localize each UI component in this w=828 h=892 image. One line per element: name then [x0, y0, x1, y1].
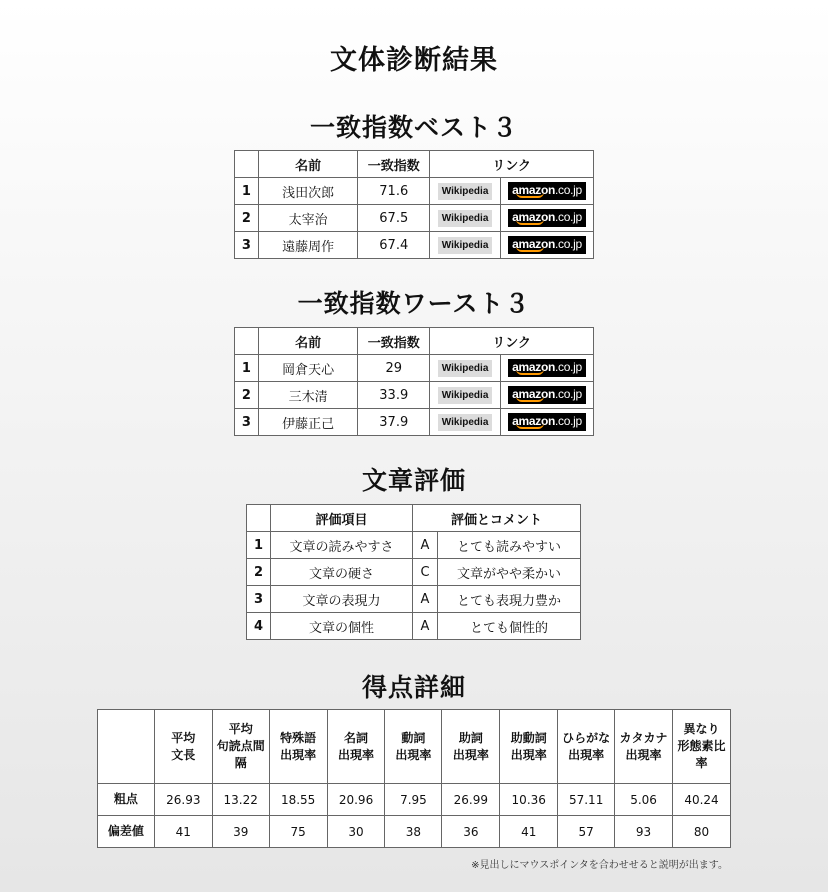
- details-value: 36: [442, 816, 500, 848]
- match-score: 67.5: [358, 205, 430, 232]
- author-name: 遠藤周作: [258, 232, 357, 259]
- evaluation-item: 文章の読みやすさ: [271, 532, 413, 559]
- details-row: [98, 784, 731, 816]
- amazon-cell: [501, 382, 594, 409]
- wikipedia-cell: [430, 205, 501, 232]
- match-score: 67.4: [358, 232, 430, 259]
- wikipedia-link[interactable]: Wikipedia: [438, 414, 493, 431]
- amazon-smile-icon: [516, 369, 544, 375]
- details-value: 10.36: [500, 784, 558, 816]
- header-line: 出現率: [510, 747, 547, 762]
- header-line: カタカナ: [619, 730, 668, 745]
- header-score[interactable]: 一致指数: [358, 328, 430, 355]
- ranking-row: [235, 205, 594, 232]
- amazon-link[interactable]: [508, 359, 586, 377]
- evaluation-table: [246, 504, 581, 640]
- header-line: 出現率: [452, 747, 489, 762]
- ranking-row: [235, 382, 594, 409]
- best-heading: 一致指数ベスト３: [309, 113, 518, 142]
- details-row-label: 粗点: [98, 784, 155, 816]
- details-column-header[interactable]: [615, 710, 673, 784]
- details-value: 75: [269, 816, 327, 848]
- wikipedia-cell: [430, 178, 501, 205]
- author-name: 三木清: [258, 382, 357, 409]
- rank-number: 2: [235, 382, 259, 409]
- header-line: 句読点間: [216, 739, 265, 753]
- header-line: 名詞: [344, 730, 369, 745]
- worst-table: [234, 327, 594, 436]
- details-column-header[interactable]: [154, 710, 212, 784]
- header-blank: [98, 710, 155, 784]
- rank-number: 3: [235, 232, 259, 259]
- amazon-smile-icon: [516, 192, 544, 198]
- wikipedia-link[interactable]: Wikipedia: [438, 183, 493, 200]
- evaluation-item: 文章の硬さ: [271, 559, 413, 586]
- evaluation-grade: A: [413, 586, 438, 613]
- amazon-logo-tld: .co.jp: [555, 360, 582, 374]
- header-eval-item[interactable]: 評価項目: [271, 505, 413, 532]
- evaluation-grade: A: [413, 532, 438, 559]
- match-score: 33.9: [358, 382, 430, 409]
- details-column-header[interactable]: [558, 710, 615, 784]
- header-line: 文長: [171, 747, 196, 762]
- amazon-logo-tld: .co.jp: [555, 183, 582, 197]
- header-line: 出現率: [625, 747, 662, 762]
- header-line: 異なり: [683, 722, 720, 736]
- details-header-row: [98, 710, 731, 784]
- details-value: 13.22: [212, 784, 269, 816]
- ranking-row: [235, 355, 594, 382]
- wikipedia-link[interactable]: Wikipedia: [438, 237, 493, 254]
- match-score: 29: [358, 355, 430, 382]
- details-value: 30: [327, 816, 385, 848]
- row-number: 2: [247, 559, 271, 586]
- details-value: 18.55: [269, 784, 327, 816]
- details-value: 26.99: [442, 784, 500, 816]
- amazon-logo-text: amazon: [512, 414, 556, 428]
- header-links: リンク: [430, 151, 594, 178]
- header-line: 出現率: [280, 747, 317, 762]
- details-table: [97, 709, 731, 848]
- details-value: 57: [558, 816, 615, 848]
- row-number: 1: [247, 532, 271, 559]
- author-name: 太宰治: [258, 205, 357, 232]
- worst-heading: 一致指数ワースト３: [297, 289, 531, 318]
- details-value: 57.11: [558, 784, 615, 816]
- author-name: 岡倉天心: [258, 355, 357, 382]
- amazon-cell: [501, 178, 594, 205]
- wikipedia-cell: [430, 382, 501, 409]
- match-score: 37.9: [358, 409, 430, 436]
- match-score: 71.6: [358, 178, 430, 205]
- header-line: 形態素比: [677, 739, 726, 753]
- header-name[interactable]: 名前: [258, 151, 357, 178]
- details-column-header[interactable]: [327, 710, 385, 784]
- details-value: 38: [385, 816, 442, 848]
- amazon-link[interactable]: [508, 236, 586, 254]
- evaluation-comment: とても読みやすい: [438, 532, 581, 559]
- details-value: 7.95: [385, 784, 442, 816]
- header-score[interactable]: 一致指数: [358, 151, 430, 178]
- amazon-logo-tld: .co.jp: [555, 414, 582, 428]
- header-line: 率: [695, 756, 708, 770]
- header-line: 平均: [171, 730, 196, 745]
- details-value: 26.93: [154, 784, 212, 816]
- details-column-header[interactable]: [500, 710, 558, 784]
- wikipedia-link[interactable]: Wikipedia: [438, 210, 493, 227]
- evaluation-row: [247, 586, 581, 613]
- amazon-link[interactable]: [508, 209, 586, 227]
- wikipedia-link[interactable]: Wikipedia: [438, 387, 493, 404]
- evaluation-comment: とても個性的: [438, 613, 581, 640]
- amazon-cell: [501, 409, 594, 436]
- header-line: 出現率: [568, 747, 605, 762]
- rank-number: 1: [235, 178, 259, 205]
- amazon-logo-text: amazon: [512, 183, 556, 197]
- evaluation-grade: C: [413, 559, 438, 586]
- header-line: 出現率: [338, 747, 375, 762]
- header-line: 出現率: [395, 747, 432, 762]
- header-line: 平均: [228, 722, 253, 736]
- details-column-header[interactable]: [442, 710, 500, 784]
- details-column-header[interactable]: [673, 710, 731, 784]
- details-value: 39: [212, 816, 269, 848]
- wikipedia-cell: [430, 232, 501, 259]
- rank-number: 2: [235, 205, 259, 232]
- evaluation-item: 文章の個性: [271, 613, 413, 640]
- header-blank: [235, 151, 259, 178]
- amazon-link[interactable]: [508, 413, 586, 431]
- header-name[interactable]: 名前: [258, 328, 357, 355]
- page-title: 文体診断結果: [330, 45, 498, 76]
- details-value: 41: [500, 816, 558, 848]
- amazon-logo-tld: .co.jp: [555, 210, 582, 224]
- amazon-smile-icon: [516, 396, 544, 402]
- details-column-header[interactable]: [212, 710, 269, 784]
- header-line: 助詞: [458, 730, 483, 745]
- header-line: ひらがな: [562, 730, 611, 745]
- hint-note: ※見出しにマウスポインタを合わせせると説明が出ます。: [471, 860, 728, 871]
- details-value: 20.96: [327, 784, 385, 816]
- details-row-label: 偏差値: [98, 816, 155, 848]
- amazon-smile-icon: [516, 246, 544, 252]
- evaluation-heading: 文章評価: [361, 466, 466, 495]
- amazon-logo-text: amazon: [512, 210, 556, 224]
- amazon-cell: [501, 205, 594, 232]
- row-number: 4: [247, 613, 271, 640]
- amazon-logo-text: amazon: [512, 360, 556, 374]
- details-value: 41: [154, 816, 212, 848]
- evaluation-row: [247, 559, 581, 586]
- author-name: 伊藤正己: [258, 409, 357, 436]
- ranking-row: [235, 232, 594, 259]
- amazon-logo-text: amazon: [512, 237, 556, 251]
- amazon-logo-tld: .co.jp: [555, 387, 582, 401]
- evaluation-comment: とても表現力豊か: [438, 586, 581, 613]
- details-column-header[interactable]: [385, 710, 442, 784]
- header-line: 動詞: [401, 730, 426, 745]
- details-row: [98, 816, 731, 848]
- author-name: 浅田次郎: [258, 178, 357, 205]
- wikipedia-cell: [430, 409, 501, 436]
- details-value: 40.24: [673, 784, 731, 816]
- details-value: 80: [673, 816, 731, 848]
- details-heading: 得点詳細: [361, 673, 466, 702]
- header-eval-comment[interactable]: 評価とコメント: [413, 505, 581, 532]
- details-value: 93: [615, 816, 673, 848]
- ranking-row: [235, 409, 594, 436]
- evaluation-grade: A: [413, 613, 438, 640]
- header-blank: [247, 505, 271, 532]
- evaluation-item: 文章の表現力: [271, 586, 413, 613]
- header-line: 助動詞: [510, 730, 547, 745]
- amazon-link[interactable]: [508, 386, 586, 404]
- header-blank: [235, 328, 259, 355]
- amazon-cell: [501, 355, 594, 382]
- details-column-header[interactable]: [269, 710, 327, 784]
- amazon-cell: [501, 232, 594, 259]
- evaluation-comment: 文章がやや柔かい: [438, 559, 581, 586]
- header-line: 隔: [234, 756, 247, 770]
- wikipedia-link[interactable]: Wikipedia: [438, 360, 493, 377]
- wikipedia-cell: [430, 355, 501, 382]
- amazon-logo-tld: .co.jp: [555, 237, 582, 251]
- ranking-row: [235, 178, 594, 205]
- amazon-logo-text: amazon: [512, 387, 556, 401]
- amazon-link[interactable]: [508, 182, 586, 200]
- amazon-smile-icon: [516, 219, 544, 225]
- evaluation-row: [247, 532, 581, 559]
- amazon-smile-icon: [516, 423, 544, 429]
- rank-number: 3: [235, 409, 259, 436]
- header-line: 特殊語: [280, 730, 317, 745]
- header-links: リンク: [430, 328, 594, 355]
- evaluation-row: [247, 613, 581, 640]
- best-table: [234, 150, 594, 259]
- details-value: 5.06: [615, 784, 673, 816]
- rank-number: 1: [235, 355, 259, 382]
- row-number: 3: [247, 586, 271, 613]
